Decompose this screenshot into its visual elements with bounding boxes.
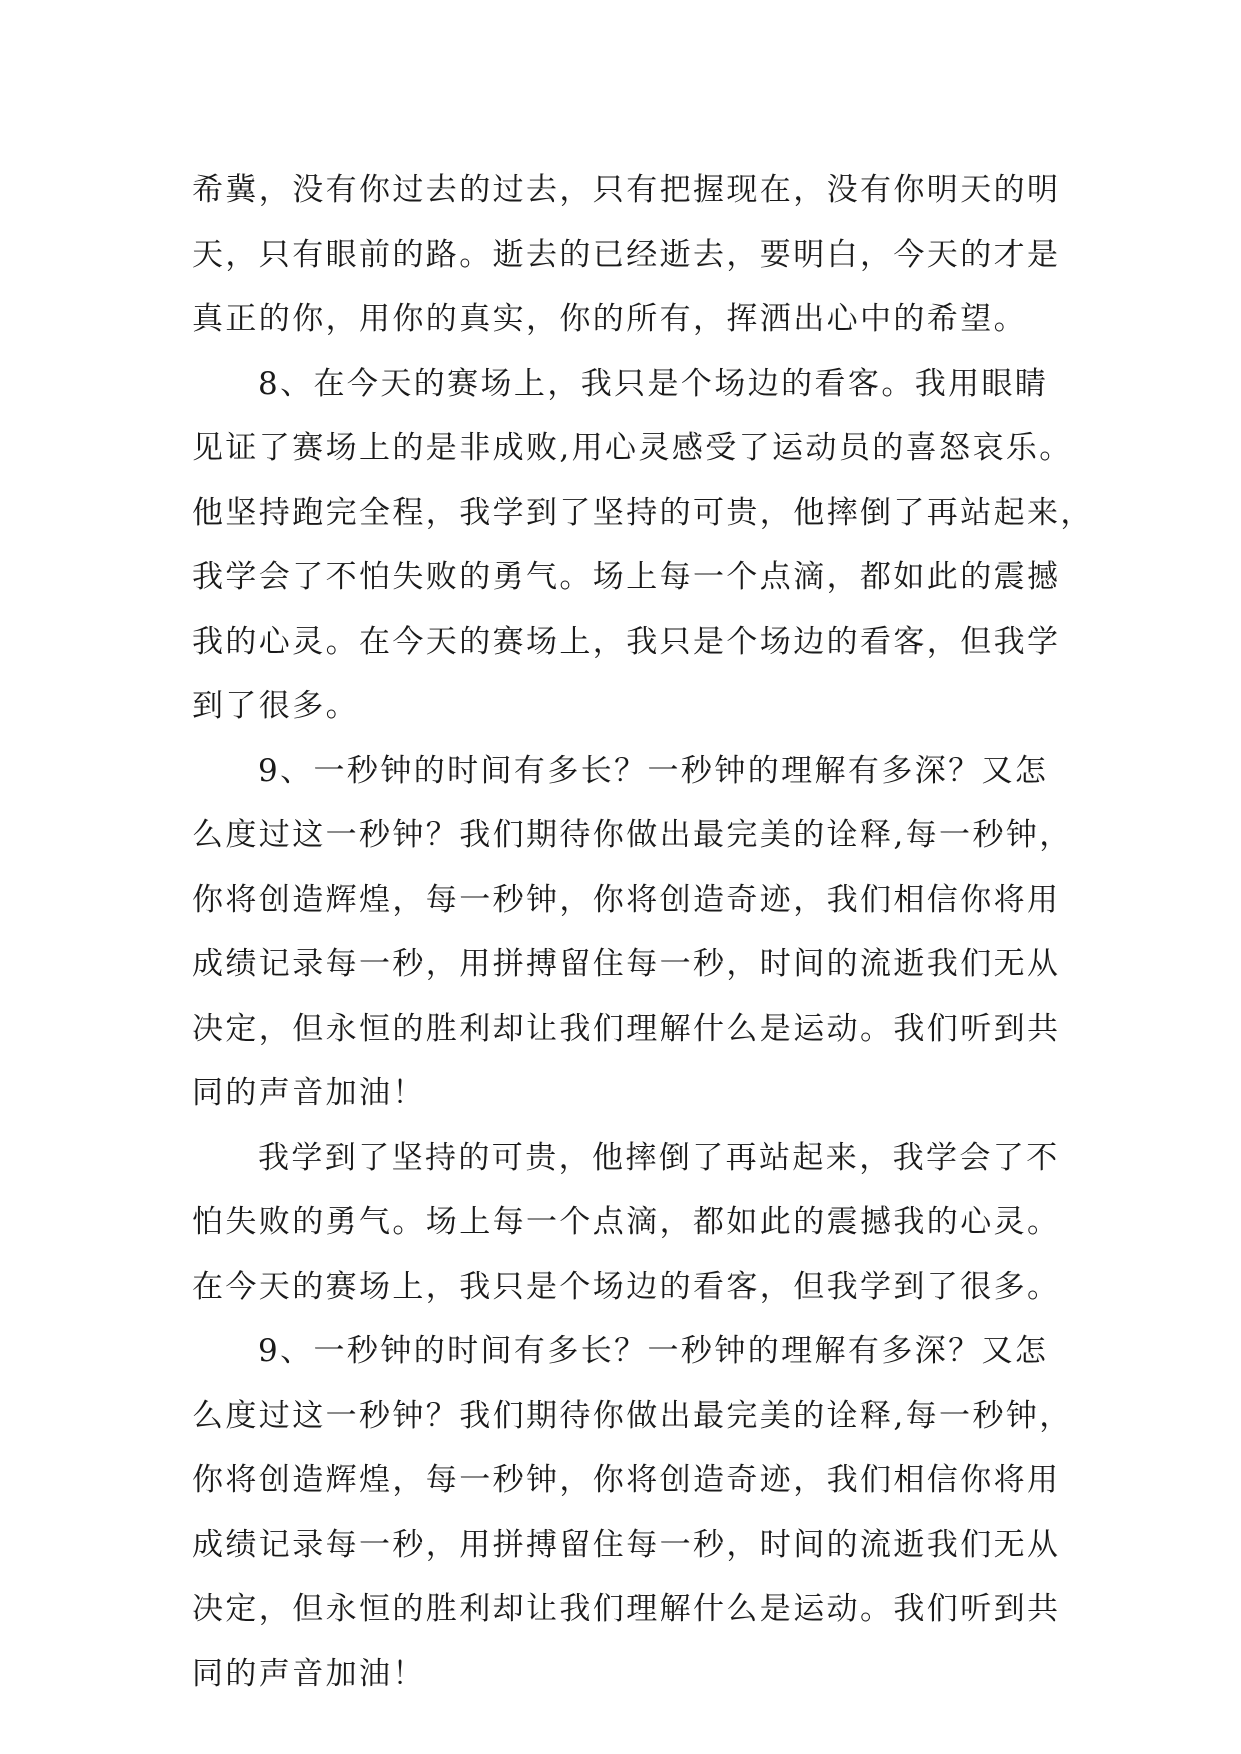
text-line: 成绩记录每一秒，用拼搏留住每一秒，时间的流逝我们无从 xyxy=(192,946,1061,982)
paragraph-continuation xyxy=(192,158,1072,352)
text-line: 见证了赛场上的是非成败,用心灵感受了运动员的喜怒哀乐。 xyxy=(192,430,1073,466)
text-line: 同的声音加油！ xyxy=(192,1075,426,1111)
text-line: 天，只有眼前的路。逝去的已经逝去，要明白，今天的才是 xyxy=(192,236,1061,273)
document-body xyxy=(192,158,1094,1706)
paragraph-item-8 xyxy=(192,352,1094,739)
text-line: 在今天的赛场上，我只是个场边的看客，但我学到了很多。 xyxy=(192,1268,1061,1305)
text-line: 怕失败的勇气。场上每一个点滴，都如此的震撼我的心灵。 xyxy=(192,1204,1061,1240)
text-line: 决定，但永恒的胜利却让我们理解什么是运动。我们听到共 xyxy=(192,1010,1061,1047)
text-line: 决定，但永恒的胜利却让我们理解什么是运动。我们听到共 xyxy=(192,1591,1061,1627)
paragraph-item-9-second xyxy=(192,1319,1072,1706)
text-line: 么度过这一秒钟？我们期待你做出最完美的诠释,每一秒钟， xyxy=(192,1397,1073,1434)
text-line: 到了很多。 xyxy=(192,688,359,724)
text-line: 成绩记录每一秒，用拼搏留住每一秒，时间的流逝我们无从 xyxy=(192,1526,1061,1563)
text-line: 你将创造辉煌，每一秒钟，你将创造奇迹，我们相信你将用 xyxy=(192,1462,1061,1498)
text-line: 同的声音加油！ xyxy=(192,1655,426,1692)
text-line: 9、一秒钟的时间有多长？一秒钟的理解有多深？又怎 xyxy=(258,752,1049,789)
text-line: 我的心灵。在今天的赛场上，我只是个场边的看客，但我学 xyxy=(192,623,1061,660)
text-line: 真正的你，用你的真实，你的所有，挥洒出心中的希望。 xyxy=(192,301,1027,337)
text-line: 我学到了坚持的可贵，他摔倒了再站起来，我学会了不 xyxy=(258,1139,1060,1176)
text-line: 8、在今天的赛场上，我只是个场边的看客。我用眼睛 xyxy=(258,365,1049,402)
text-line: 他坚持跑完全程，我学到了坚持的可贵，他摔倒了再站起来， xyxy=(192,494,1094,531)
text-line: 你将创造辉煌，每一秒钟，你将创造奇迹，我们相信你将用 xyxy=(192,881,1061,918)
paragraph-repeat xyxy=(192,1126,1072,1320)
text-line: 我学会了不怕失败的勇气。场上每一个点滴，都如此的震撼 xyxy=(192,559,1061,595)
text-line: 希冀，没有你过去的过去，只有把握现在，没有你明天的明 xyxy=(192,172,1061,208)
text-line: 么度过这一秒钟？我们期待你做出最完美的诠释,每一秒钟， xyxy=(192,817,1073,853)
text-line: 9、一秒钟的时间有多长？一秒钟的理解有多深？又怎 xyxy=(258,1333,1049,1369)
paragraph-item-9-first xyxy=(192,739,1072,1126)
